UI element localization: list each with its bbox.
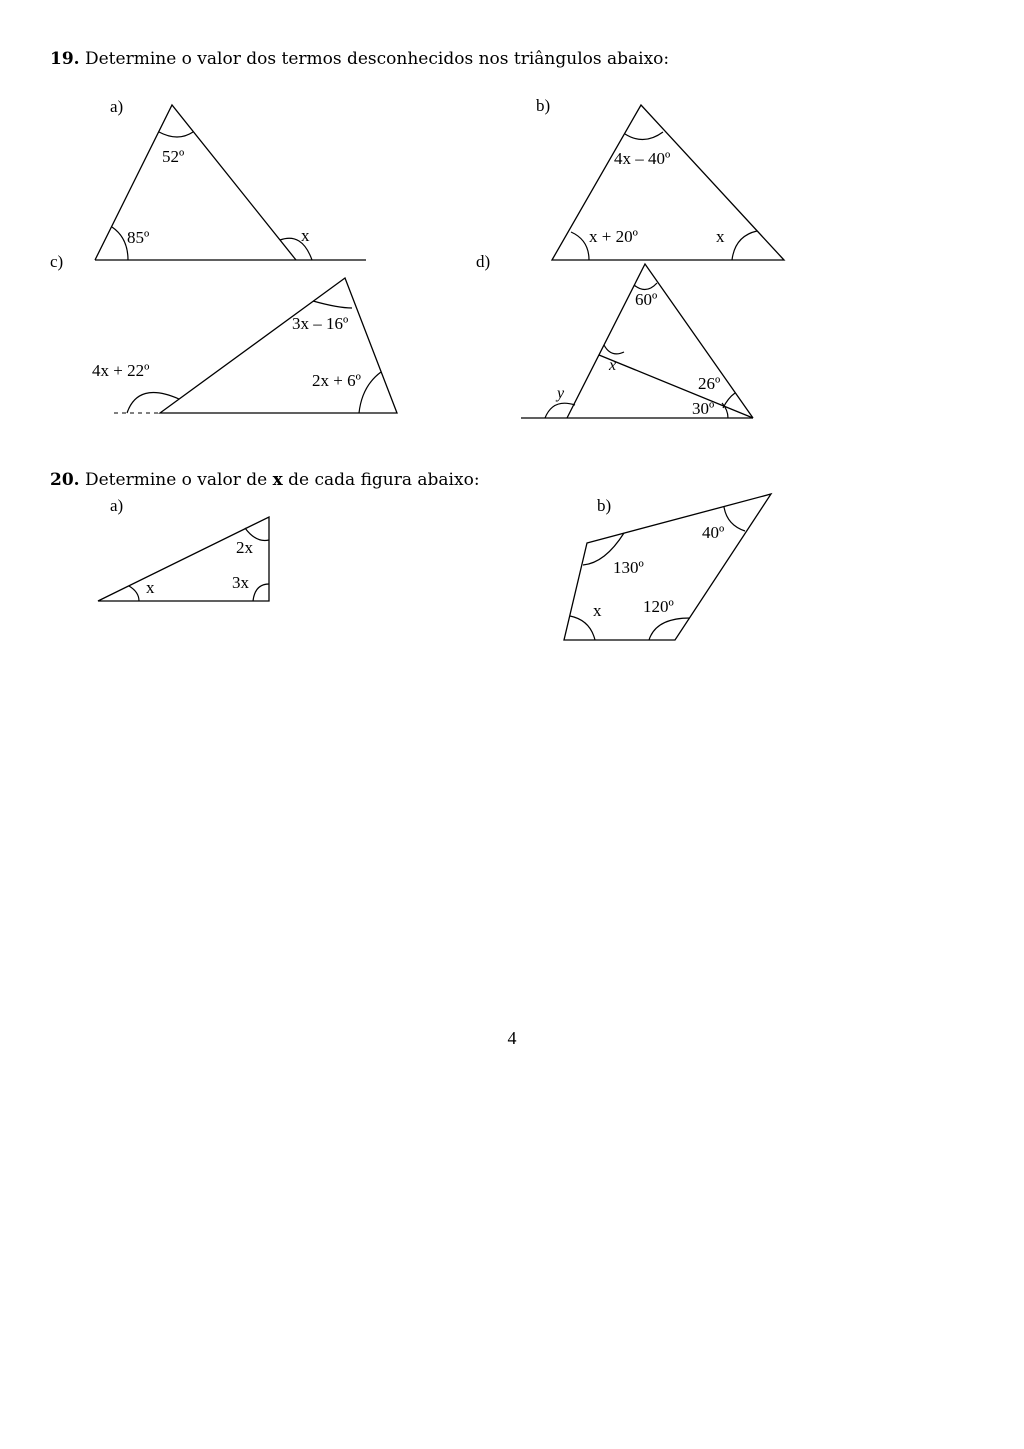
arc-19c-top: [313, 301, 352, 308]
angle-20a-right: 3x: [232, 573, 249, 592]
label-19c: c): [50, 252, 64, 271]
question-19-text: Determine o valor dos termos desconhecidos nos triângulos abaixo:: [84, 49, 670, 69]
angle-19c-top: 3x – 16º: [292, 314, 349, 333]
angle-20a-left: x: [146, 578, 155, 597]
figure-19a: [95, 97, 366, 260]
arc-19d-top: [634, 283, 657, 290]
angle-19d-right-top: 26º: [698, 374, 721, 393]
triangle-19d: [567, 264, 753, 418]
page-number: 4: [507, 1028, 517, 1048]
arc-20b-right-top: [724, 507, 745, 531]
figure-19b: [536, 96, 784, 260]
figure-20b: [564, 494, 771, 640]
angle-19d-right-bottom: 30º: [692, 399, 715, 418]
label-20a: a): [110, 496, 124, 515]
angle-19c-ext: 4x + 22º: [92, 361, 150, 380]
triangle-19b: [552, 105, 784, 260]
arc-19b-right: [732, 231, 757, 260]
triangle-19a: [95, 105, 296, 260]
angle-20b-left-bottom: x: [593, 601, 602, 620]
question-19-number: 19.: [50, 49, 80, 69]
arc-19b-left: [571, 232, 589, 260]
angle-19b-left: x + 20º: [589, 227, 638, 246]
label-19a: a): [110, 97, 124, 116]
angle-20b-left-top: 130º: [613, 558, 644, 577]
question-20-number: 20.: [50, 470, 80, 490]
angle-19a-ext: x: [301, 226, 310, 245]
cevian-19d: [599, 355, 753, 418]
question-20-text-after: de cada figura abaixo:: [288, 470, 480, 490]
arc-20a-right: [253, 584, 269, 601]
angle-20a-top: 2x: [236, 538, 253, 557]
arc-20b-right-bottom: [649, 618, 690, 640]
angle-19b-top: 4x – 40º: [614, 149, 671, 168]
angle-19b-right: x: [716, 227, 725, 246]
angle-20b-right-top: 40º: [702, 523, 725, 542]
arc-19a-left: [112, 227, 128, 260]
arc-19c-right: [359, 372, 381, 413]
angle-19d-ext: y: [557, 385, 565, 402]
question-20-text-before: Determine o valor de: [84, 470, 268, 490]
angle-19a-left: 85º: [127, 228, 150, 247]
arc-19d-inner: [604, 345, 624, 354]
angle-19d-inner: x: [609, 357, 617, 374]
angle-20b-right-bottom: 120º: [643, 597, 674, 616]
figure-19d: [476, 252, 753, 418]
angle-19d-top: 60º: [635, 290, 658, 309]
angle-19a-top: 52º: [162, 147, 185, 166]
label-19b: b): [536, 96, 551, 115]
arc-19b-top: [625, 132, 663, 140]
arc-19a-top: [159, 132, 193, 137]
arc-19c-ext: [127, 393, 179, 413]
question-20-var: x: [272, 470, 283, 490]
figure-19c: [50, 252, 397, 413]
label-19d: d): [476, 252, 491, 271]
triangle-19c: [160, 278, 397, 413]
arc-20b-left-bottom: [570, 616, 595, 640]
arc-20a-left: [129, 586, 139, 601]
label-20b: b): [597, 496, 612, 515]
figure-20a: [98, 496, 269, 601]
angle-19c-right: 2x + 6º: [312, 371, 361, 390]
